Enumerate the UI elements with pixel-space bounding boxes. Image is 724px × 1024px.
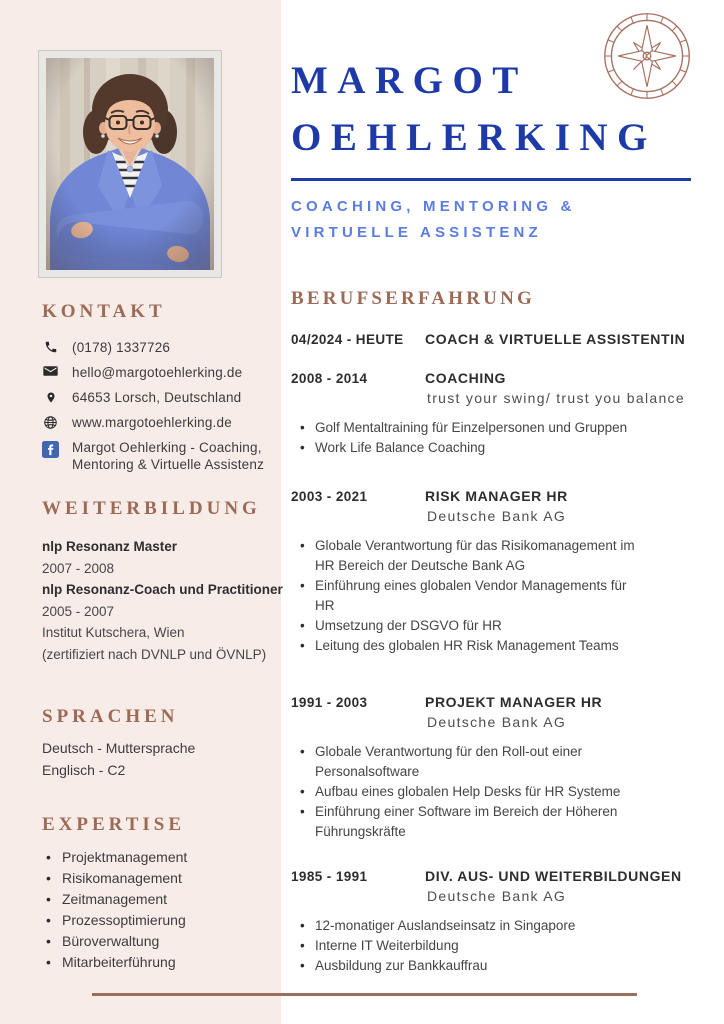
experience-entry: [291, 331, 724, 348]
phone-icon: [42, 340, 59, 354]
experience-bullet: • Einführung einer Software im Bereich der Höheren Führungskräfte: [291, 802, 643, 842]
contact-section: [0, 302, 281, 473]
expertise-item: • Prozessoptimierung: [42, 910, 267, 931]
expertise-item: • Mitarbeiterführung: [42, 952, 267, 973]
education-note: (zertifiziert nach DVNLP und ÖVNLP): [42, 646, 267, 662]
name-line-2: OEHLERKING: [291, 116, 657, 159]
education-heading: WEITERBILDUNG: [42, 498, 261, 519]
contact-heading: KONTAKT: [42, 301, 166, 322]
experience-bullet: • Globale Verantwortung für den Roll-out einer Personalsoftware: [291, 742, 643, 782]
experience-bullet: • Umsetzung der DSGVO für HR: [291, 616, 643, 636]
experience-bullet: • Leitung des globalen HR Risk Management Teams: [291, 636, 643, 656]
location-icon: [42, 390, 59, 405]
experience-subtitle: Deutsche Bank AG: [427, 713, 567, 730]
globe-icon: [42, 415, 59, 430]
education-title: nlp Resonanz Master: [42, 539, 178, 554]
contact-text: (0178) 1337726: [72, 340, 171, 355]
portrait-illustration: [46, 58, 214, 270]
experience-period: 04/2024 - HEUTE: [291, 331, 404, 347]
experience-title: RISK MANAGER HR: [425, 487, 568, 504]
name-divider: [291, 178, 691, 181]
contact-item-facebook: [42, 439, 267, 473]
experience-period: 1985 - 1991: [291, 868, 368, 884]
education-title: nlp Resonanz-Coach und Practitioner: [42, 582, 283, 597]
experience-bullet: • Einführung eines globalen Vendor Managements für HR: [291, 576, 643, 616]
experience-bullet: • Aufbau eines globalen Help Desks für HR Systeme: [291, 782, 643, 802]
expertise-item: • Zeitmanagement: [42, 889, 267, 910]
experience-bullet: • Golf Mentaltraining für Einzelpersonen und Gruppen: [291, 418, 643, 438]
education-period: 2005 - 2007: [42, 603, 115, 619]
language-item: Englisch - C2: [42, 762, 126, 778]
experience-entry: [291, 694, 724, 842]
email-icon: [42, 365, 59, 377]
experience-heading: BERUFSERFAHRUNG: [291, 287, 535, 309]
education-period: 2007 - 2008: [42, 560, 115, 576]
contact-item-website: [42, 414, 267, 431]
experience-period: 1991 - 2003: [291, 694, 368, 710]
expertise-item: • Projektmanagement: [42, 847, 267, 868]
sidebar: [0, 0, 281, 1024]
experience-title: COACH & VIRTUELLE ASSISTENTIN: [425, 330, 686, 347]
profile-photo: [38, 50, 222, 278]
contact-item-address: [42, 389, 267, 406]
languages-heading: SPRACHEN: [42, 706, 179, 727]
contact-text: hello@margotoehlerking.de: [72, 365, 243, 380]
languages-section: [0, 707, 281, 781]
contact-text: Margot Oehlerking - Coaching, Mentoring & Virtuelle Assistenz: [72, 440, 265, 472]
expertise-item: • Risikomanagement: [42, 868, 267, 889]
footer-divider: [92, 993, 637, 996]
contact-item-phone: [42, 339, 267, 356]
tagline: [291, 194, 724, 246]
experience-bullet: • Ausbildung zur Bankkauffrau: [291, 956, 643, 976]
name-line-1: MARGOT: [291, 59, 528, 102]
expertise-section: [0, 815, 281, 973]
experience-title: PROJEKT MANAGER HR: [425, 693, 603, 710]
experience-bullet: • Globale Verantwortung für das Risikomanagement im HR Bereich der Deutsche Bank AG: [291, 536, 643, 576]
experience-subtitle: trust your swing/ trust you balance: [427, 389, 685, 406]
experience-period: 2003 - 2021: [291, 488, 368, 504]
experience-title: COACHING: [425, 369, 507, 386]
education-institution: Institut Kutschera, Wien: [42, 625, 185, 640]
experience-bullet: • Interne IT Weiterbildung: [291, 936, 643, 956]
experience-bullet: • Work Life Balance Coaching: [291, 438, 643, 458]
experience-entry: [291, 370, 724, 458]
experience-subtitle: Deutsche Bank AG: [427, 887, 567, 904]
experience-bullet: • 12-monatiger Auslandseinsatz in Singapore: [291, 916, 643, 936]
experience-title: DIV. AUS- UND WEITERBILDUNGEN: [425, 867, 682, 884]
experience-period: 2008 - 2014: [291, 370, 368, 386]
expertise-item: • Büroverwaltung: [42, 931, 267, 952]
tagline-line-2: VIRTUELLE ASSISTENZ: [291, 223, 542, 241]
contact-text: 64653 Lorsch, Deutschland: [72, 390, 242, 405]
experience-subtitle: Deutsche Bank AG: [427, 507, 567, 524]
contact-text: www.margotoehlerking.de: [72, 415, 232, 430]
tagline-line-1: COACHING, MENTORING &: [291, 197, 576, 215]
contact-item-email: [42, 364, 267, 381]
experience-entry: [291, 868, 724, 976]
facebook-icon: [42, 440, 59, 459]
compass-icon: [599, 8, 695, 104]
experience-entry: [291, 488, 724, 656]
language-item: Deutsch - Muttersprache: [42, 740, 196, 756]
expertise-heading: EXPERTISE: [42, 814, 186, 835]
education-section: [0, 499, 281, 665]
experience-section: [291, 331, 724, 976]
main-column: [281, 0, 724, 1024]
